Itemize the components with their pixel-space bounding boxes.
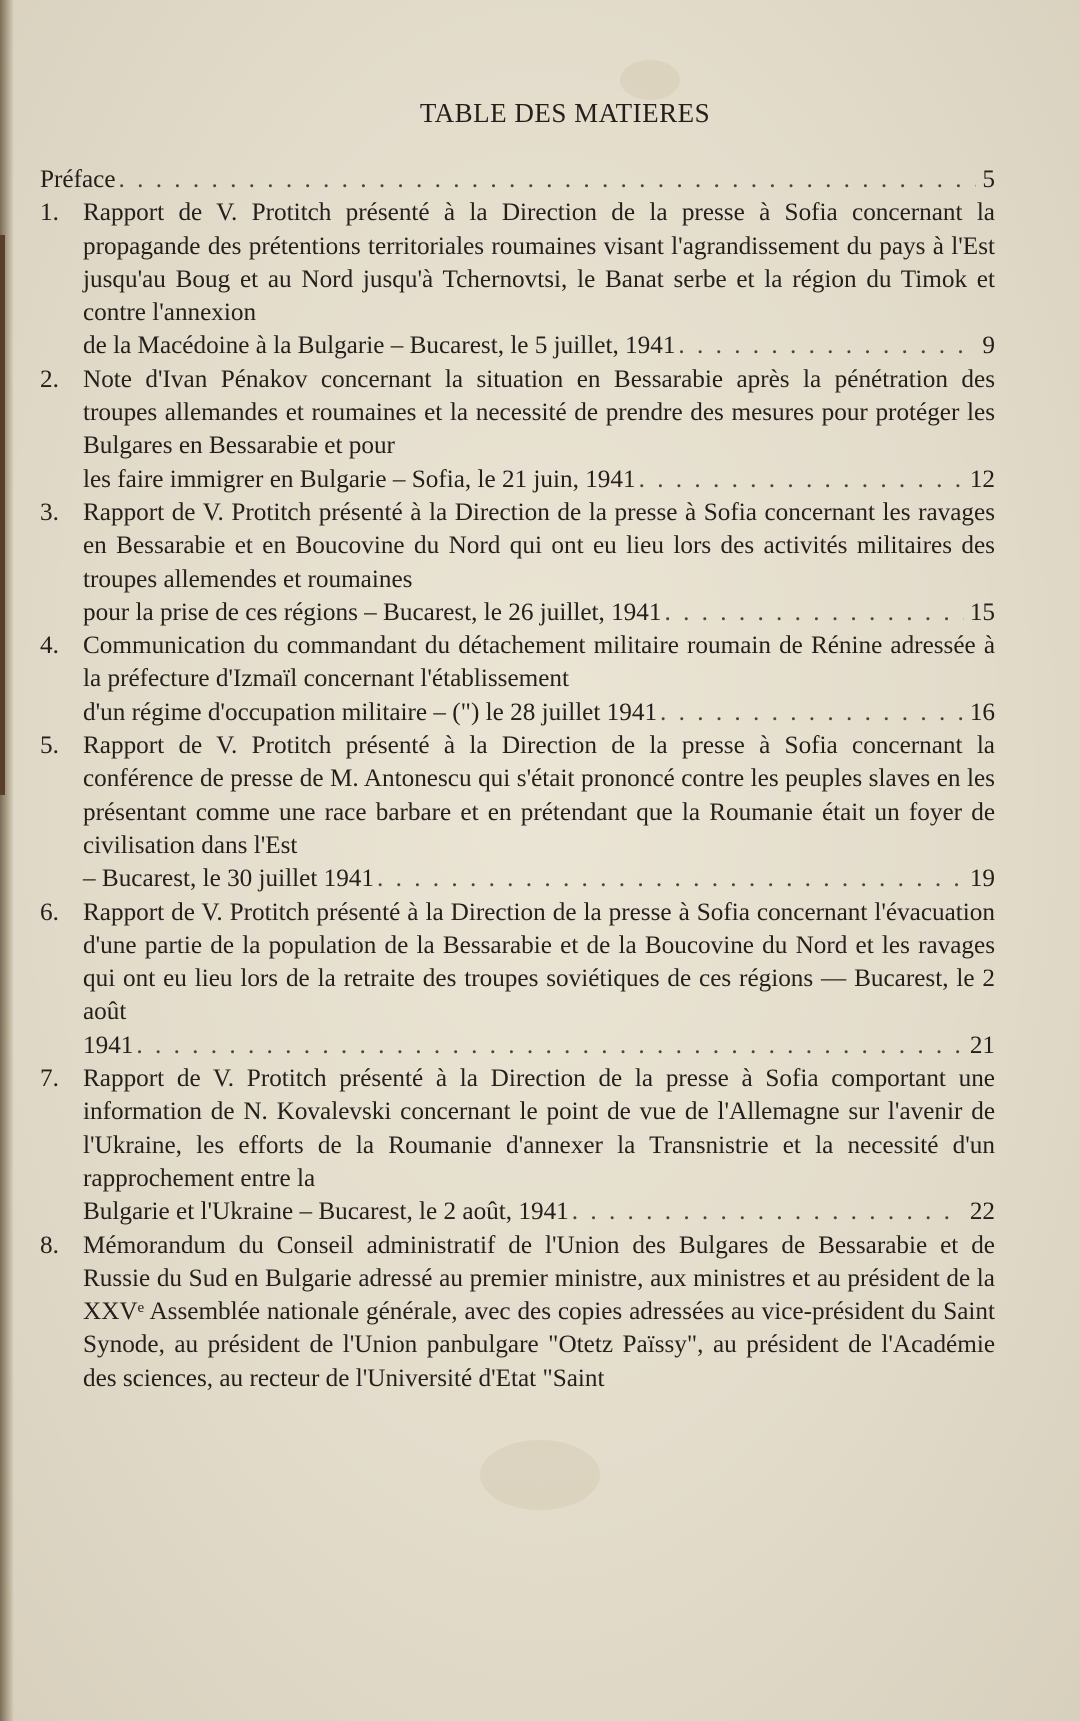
toc-page-number: 12 <box>969 465 995 493</box>
dot-leader <box>678 329 976 362</box>
toc-entry-leader-line <box>83 1195 995 1228</box>
paper-stain <box>620 60 680 100</box>
toc-entry-last-line: les faire immigrer en Bulgarie – Sofia, le 21 juin, 1941 <box>83 465 636 493</box>
table-of-contents <box>40 163 995 1395</box>
dot-leader <box>660 696 964 729</box>
toc-entry-text: Mémorandum du Conseil administratif de l'Union des Bulgares de Bessarabie et de Russie du Sud en Bulgarie adressé au premier ministre, aux ministres et au président de la XXVᵉ Assemblée nationale générale, avec des copies adressées au vice-président du Saint Synode, au président de l'Union panbulgare "Otetz Païssy", au président de l'Académie des sciences, au recteur de l'Université d'Etat "Saint <box>83 1231 995 1392</box>
dot-leader <box>572 1195 964 1228</box>
toc-entry-6 <box>40 896 995 1062</box>
toc-entry-leader-line <box>83 862 995 895</box>
binding-mark <box>0 235 5 795</box>
toc-entry-8 <box>40 1229 995 1395</box>
toc-entry-preface <box>40 163 995 196</box>
toc-entry-leader-line <box>83 1029 995 1062</box>
toc-entry-last-line: de la Macédoine à la Bulgarie – Bucarest, le 5 juillet, 1941 <box>83 332 676 360</box>
toc-entry-text: Rapport de V. Protitch présenté à la Direction de la presse à Sofia concernant la propagande des prétentions territoriales roumaines visant l'agrandissement du pays à l'Est jusqu'au Boug et au Nord jusqu'à Tchernovtsi, le Banat serbe et la région du Timok et contre l'annexion <box>83 199 995 327</box>
dot-leader <box>664 596 963 629</box>
toc-page-number: 9 <box>982 332 995 360</box>
toc-page-number: 21 <box>969 1031 995 1059</box>
toc-entry-5 <box>40 729 995 895</box>
toc-entry-title: Préface <box>40 166 116 193</box>
toc-entry-text: Note d'Ivan Pénakov concernant la situation en Bessarabie après la pénétration des troupes allemandes et roumaines et la necessité de prendre des mesures pour protéger les Bulgares en Bessarabie et pour <box>83 365 995 460</box>
toc-entry-3 <box>40 496 995 629</box>
dot-leader <box>136 1029 963 1062</box>
toc-entry-number: 6. <box>40 898 59 926</box>
toc-page-number: 22 <box>969 1198 995 1226</box>
page-title: TABLE DES MATIERES <box>419 98 711 128</box>
toc-entry-last-line: 1941 <box>83 1031 134 1059</box>
toc-page-number: 16 <box>969 698 995 726</box>
toc-entry-text: Communication du commandant du détachement militaire roumain de Rénine adressée à la préfecture d'Izmaïl concernant l'établissement <box>83 632 995 693</box>
toc-entry-leader-line <box>83 329 995 362</box>
paper-stain <box>480 1440 600 1510</box>
toc-entry-leader-line <box>83 596 995 629</box>
toc-entry-4 <box>40 629 995 729</box>
toc-entry-2 <box>40 363 995 496</box>
toc-entry-text: Rapport de V. Protitch présenté à la Direction de la presse à Sofia concernant les ravages en Bessarabie et en Boucovine du Nord qui ont eu lieu lors des activités militaires des troupes allemendes et roumaines <box>83 498 995 593</box>
toc-entry-leader-line <box>83 696 995 729</box>
toc-entry-number: 8. <box>40 1231 59 1259</box>
toc-entry-7 <box>40 1062 995 1228</box>
toc-entry-last-line: Bulgarie et l'Ukraine – Bucarest, le 2 août, 1941 <box>83 1198 569 1226</box>
toc-entry-1 <box>40 196 995 362</box>
toc-entry-text: Rapport de V. Protitch présenté à la Direction de la presse à Sofia concernant l'évacuation d'une partie de la population de la Bessarabie et de la Boucovine du Nord et les ravages qui ont eu lieu lors de la retraite des troupes soviétiques de ces régions — Bucarest, le 2 août <box>83 898 995 1026</box>
toc-entry-number: 4. <box>40 632 59 660</box>
dot-leader <box>119 163 977 196</box>
toc-page-number: 15 <box>969 598 995 626</box>
toc-page-number: 5 <box>982 166 995 193</box>
toc-entry-number: 7. <box>40 1065 59 1093</box>
dot-leader <box>639 463 964 496</box>
toc-entry-leader-line <box>83 463 995 496</box>
toc-entry-text: Rapport de V. Protitch présenté à la Direction de la presse à Sofia comportant une information de N. Kovalevski concernant le point de vue de l'Allemagne sur l'avenir de l'Ukraine, les efforts de la Roumanie d'annexer la Transnistrie et la necessité d'un rapprochement entre la <box>83 1065 995 1192</box>
toc-entry-leader-line <box>40 163 995 196</box>
toc-page-number: 19 <box>969 865 995 893</box>
toc-entry-number: 3. <box>40 498 59 526</box>
toc-entry-text: Rapport de V. Protitch présenté à la Direction de la presse à Sofia concernant la conférence de presse de M. Antonescu qui s'était prononcé contre les peuples slaves en les présentant comme une race barbare et en prétendant que la Roumanie était un foyer de civilisation dans l'Est <box>83 732 995 859</box>
dot-leader <box>377 862 964 895</box>
toc-entry-last-line: d'un régime d'occupation militaire – (") le 28 juillet 1941 <box>83 698 658 726</box>
toc-entry-number: 5. <box>40 732 59 760</box>
toc-entry-number: 1. <box>40 199 59 227</box>
toc-entry-last-line: – Bucarest, le 30 juillet 1941 <box>83 865 374 893</box>
toc-entry-last-line: pour la prise de ces régions – Bucarest, le 26 juillet, 1941 <box>83 598 662 626</box>
toc-entry-number: 2. <box>40 365 59 393</box>
